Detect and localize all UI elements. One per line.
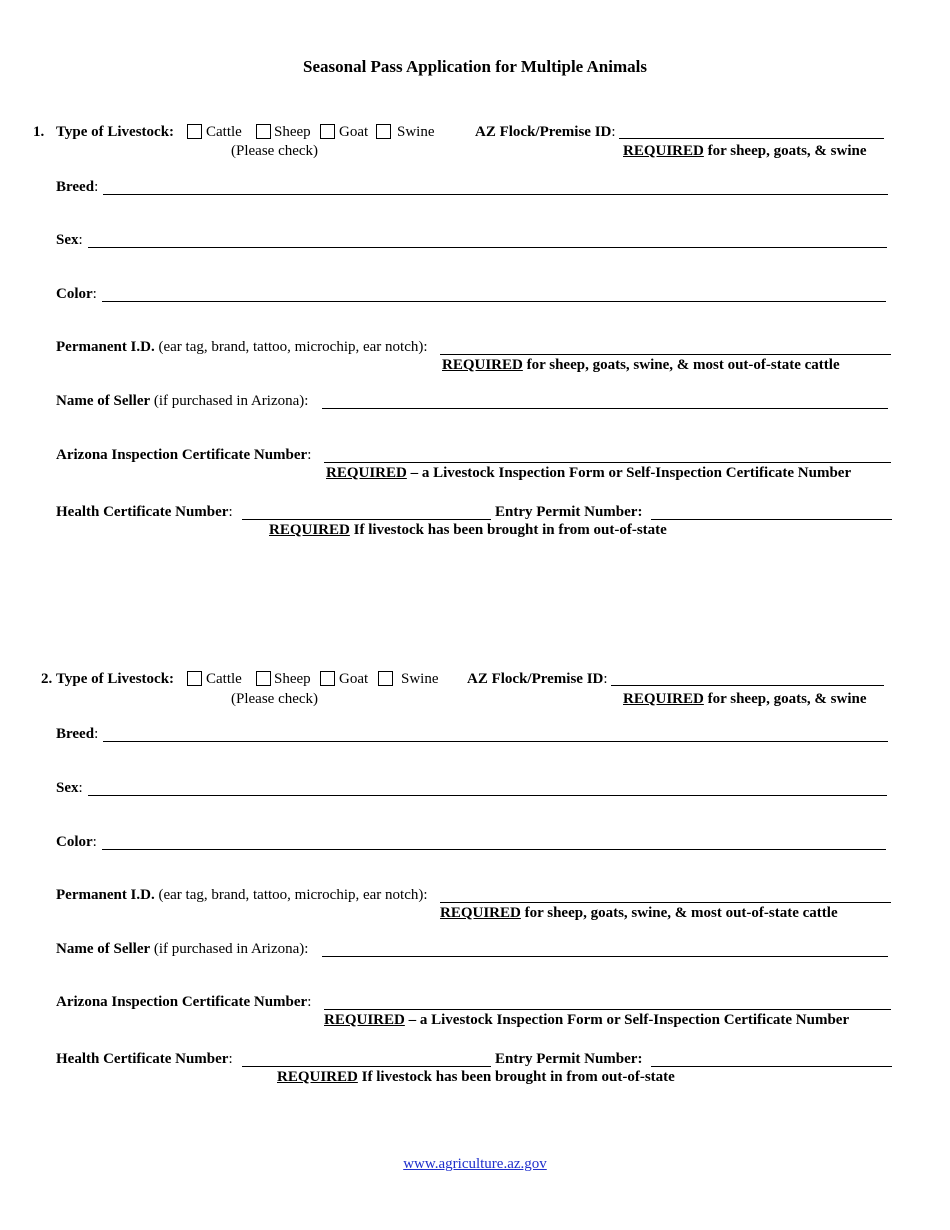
section-number: 1. [33, 124, 45, 140]
required-note-text: for sheep, goats, swine, & most out-of-state cattle [520, 905, 838, 921]
flock-id-label [475, 123, 616, 141]
required-word: REQUIRED [440, 905, 521, 921]
cattle-checkbox[interactable] [187, 124, 202, 139]
type-of-livestock-label: Type of Livestock: [56, 124, 175, 140]
section-number: 2. [41, 671, 53, 687]
label-colon: : [78, 780, 83, 796]
goat-checkbox[interactable] [320, 124, 335, 139]
flock-id-label-text: AZ Flock/Premise ID [467, 671, 604, 687]
sex-label [56, 779, 83, 797]
label-colon: : [228, 1051, 233, 1067]
health-cert-required-note [269, 521, 667, 539]
sex-field[interactable] [88, 247, 887, 248]
seller-label-text: Name of Seller [56, 941, 151, 957]
inspection-cert-label [56, 446, 311, 464]
sheep-label: Sheep [274, 671, 311, 687]
required-word: REQUIRED [269, 522, 350, 538]
entry-permit-field[interactable] [651, 1066, 892, 1067]
health-cert-required-note [277, 1068, 675, 1086]
required-word: REQUIRED [324, 1012, 405, 1028]
breed-label-text: Breed [56, 179, 95, 195]
color-label [56, 285, 97, 303]
please-check-hint: (Please check) [231, 691, 319, 707]
swine-label: Swine [397, 124, 435, 140]
goat-label: Goat [339, 124, 369, 140]
sex-field[interactable] [88, 795, 887, 796]
entry-permit-label: Entry Permit Number: [495, 1051, 643, 1067]
permanent-id-field[interactable] [440, 902, 891, 903]
type-of-livestock-label: Type of Livestock: [56, 671, 175, 687]
health-cert-field[interactable] [242, 1066, 491, 1067]
seller-label [56, 940, 308, 958]
cattle-label: Cattle [206, 671, 242, 687]
swine-checkbox[interactable] [378, 671, 393, 686]
required-word: REQUIRED [442, 357, 523, 373]
breed-label [56, 178, 98, 196]
color-label-text: Color [56, 834, 93, 850]
flock-id-label [467, 670, 608, 688]
required-note-text: If livestock has been brought in from out-of-state [349, 522, 667, 538]
permanent-id-field[interactable] [440, 354, 891, 355]
permanent-id-label [56, 886, 428, 904]
label-colon: : [92, 834, 97, 850]
label-colon: : [78, 232, 83, 248]
permanent-id-label-text: Permanent I.D. [56, 339, 155, 355]
label-colon: : [307, 994, 312, 1010]
goat-label: Goat [339, 671, 369, 687]
label-colon: : [307, 447, 312, 463]
health-cert-field[interactable] [242, 519, 491, 520]
required-word: REQUIRED [326, 465, 407, 481]
sheep-checkbox[interactable] [256, 671, 271, 686]
required-note-text: for sheep, goats, & swine [703, 691, 867, 707]
entry-permit-field[interactable] [651, 519, 892, 520]
seller-hint: (if purchased in Arizona): [150, 393, 309, 409]
flock-id-colon: : [611, 124, 616, 140]
seller-field[interactable] [322, 956, 888, 957]
required-note-text: for sheep, goats, & swine [703, 143, 867, 159]
seller-label-text: Name of Seller [56, 393, 151, 409]
sex-label-text: Sex [56, 780, 79, 796]
color-label [56, 833, 97, 851]
breed-field[interactable] [103, 194, 888, 195]
inspection-cert-label [56, 993, 311, 1011]
cattle-checkbox[interactable] [187, 671, 202, 686]
required-note-text: for sheep, goats, swine, & most out-of-state cattle [522, 357, 840, 373]
label-colon: : [92, 286, 97, 302]
swine-label: Swine [401, 671, 439, 687]
required-word: REQUIRED [623, 691, 704, 707]
health-cert-label [56, 503, 233, 521]
flock-id-field[interactable] [611, 685, 884, 686]
breed-label [56, 725, 98, 743]
inspection-cert-field[interactable] [324, 1009, 891, 1010]
entry-permit-label: Entry Permit Number: [495, 504, 643, 520]
inspection-cert-field[interactable] [324, 462, 891, 463]
health-cert-label [56, 1050, 233, 1068]
permanent-id-hint: (ear tag, brand, tattoo, microchip, ear notch): [154, 887, 428, 903]
cattle-label: Cattle [206, 124, 242, 140]
swine-checkbox[interactable] [376, 124, 391, 139]
page-title: Seasonal Pass Application for Multiple Animals [303, 57, 647, 76]
color-field[interactable] [102, 849, 886, 850]
inspection-cert-required-note [326, 464, 851, 482]
health-cert-label-text: Health Certificate Number [56, 1051, 229, 1067]
health-cert-label-text: Health Certificate Number [56, 504, 229, 520]
required-word: REQUIRED [623, 143, 704, 159]
flock-id-label-text: AZ Flock/Premise ID [475, 124, 612, 140]
flock-id-colon: : [603, 671, 608, 687]
permanent-id-hint: (ear tag, brand, tattoo, microchip, ear notch): [154, 339, 428, 355]
sheep-label: Sheep [274, 124, 311, 140]
breed-label-text: Breed [56, 726, 95, 742]
please-check-hint: (Please check) [231, 143, 319, 159]
sex-label [56, 231, 83, 249]
label-colon: : [228, 504, 233, 520]
footer-website-link[interactable]: www.agriculture.az.gov [403, 1156, 547, 1172]
flock-id-required-note [623, 690, 867, 708]
sheep-checkbox[interactable] [256, 124, 271, 139]
flock-id-field[interactable] [619, 138, 884, 139]
seller-label [56, 392, 308, 410]
breed-field[interactable] [103, 741, 888, 742]
flock-id-required-note [623, 142, 867, 160]
required-word: REQUIRED [277, 1069, 358, 1085]
permanent-id-required-note [442, 356, 840, 374]
required-note-text: – a Livestock Inspection Form or Self-Inspection Certificate Number [404, 1012, 850, 1028]
seller-field[interactable] [322, 408, 888, 409]
required-note-text: If livestock has been brought in from out-of-state [357, 1069, 675, 1085]
permanent-id-label-text: Permanent I.D. [56, 887, 155, 903]
goat-checkbox[interactable] [320, 671, 335, 686]
label-colon: : [94, 179, 99, 195]
color-label-text: Color [56, 286, 93, 302]
label-colon: : [94, 726, 99, 742]
permanent-id-required-note [440, 904, 838, 922]
permanent-id-label [56, 338, 428, 356]
color-field[interactable] [102, 301, 886, 302]
sex-label-text: Sex [56, 232, 79, 248]
inspection-cert-required-note [324, 1011, 849, 1029]
inspection-cert-label-text: Arizona Inspection Certificate Number [56, 447, 308, 463]
inspection-cert-label-text: Arizona Inspection Certificate Number [56, 994, 308, 1010]
required-note-text: – a Livestock Inspection Form or Self-Inspection Certificate Number [406, 465, 852, 481]
seller-hint: (if purchased in Arizona): [150, 941, 309, 957]
